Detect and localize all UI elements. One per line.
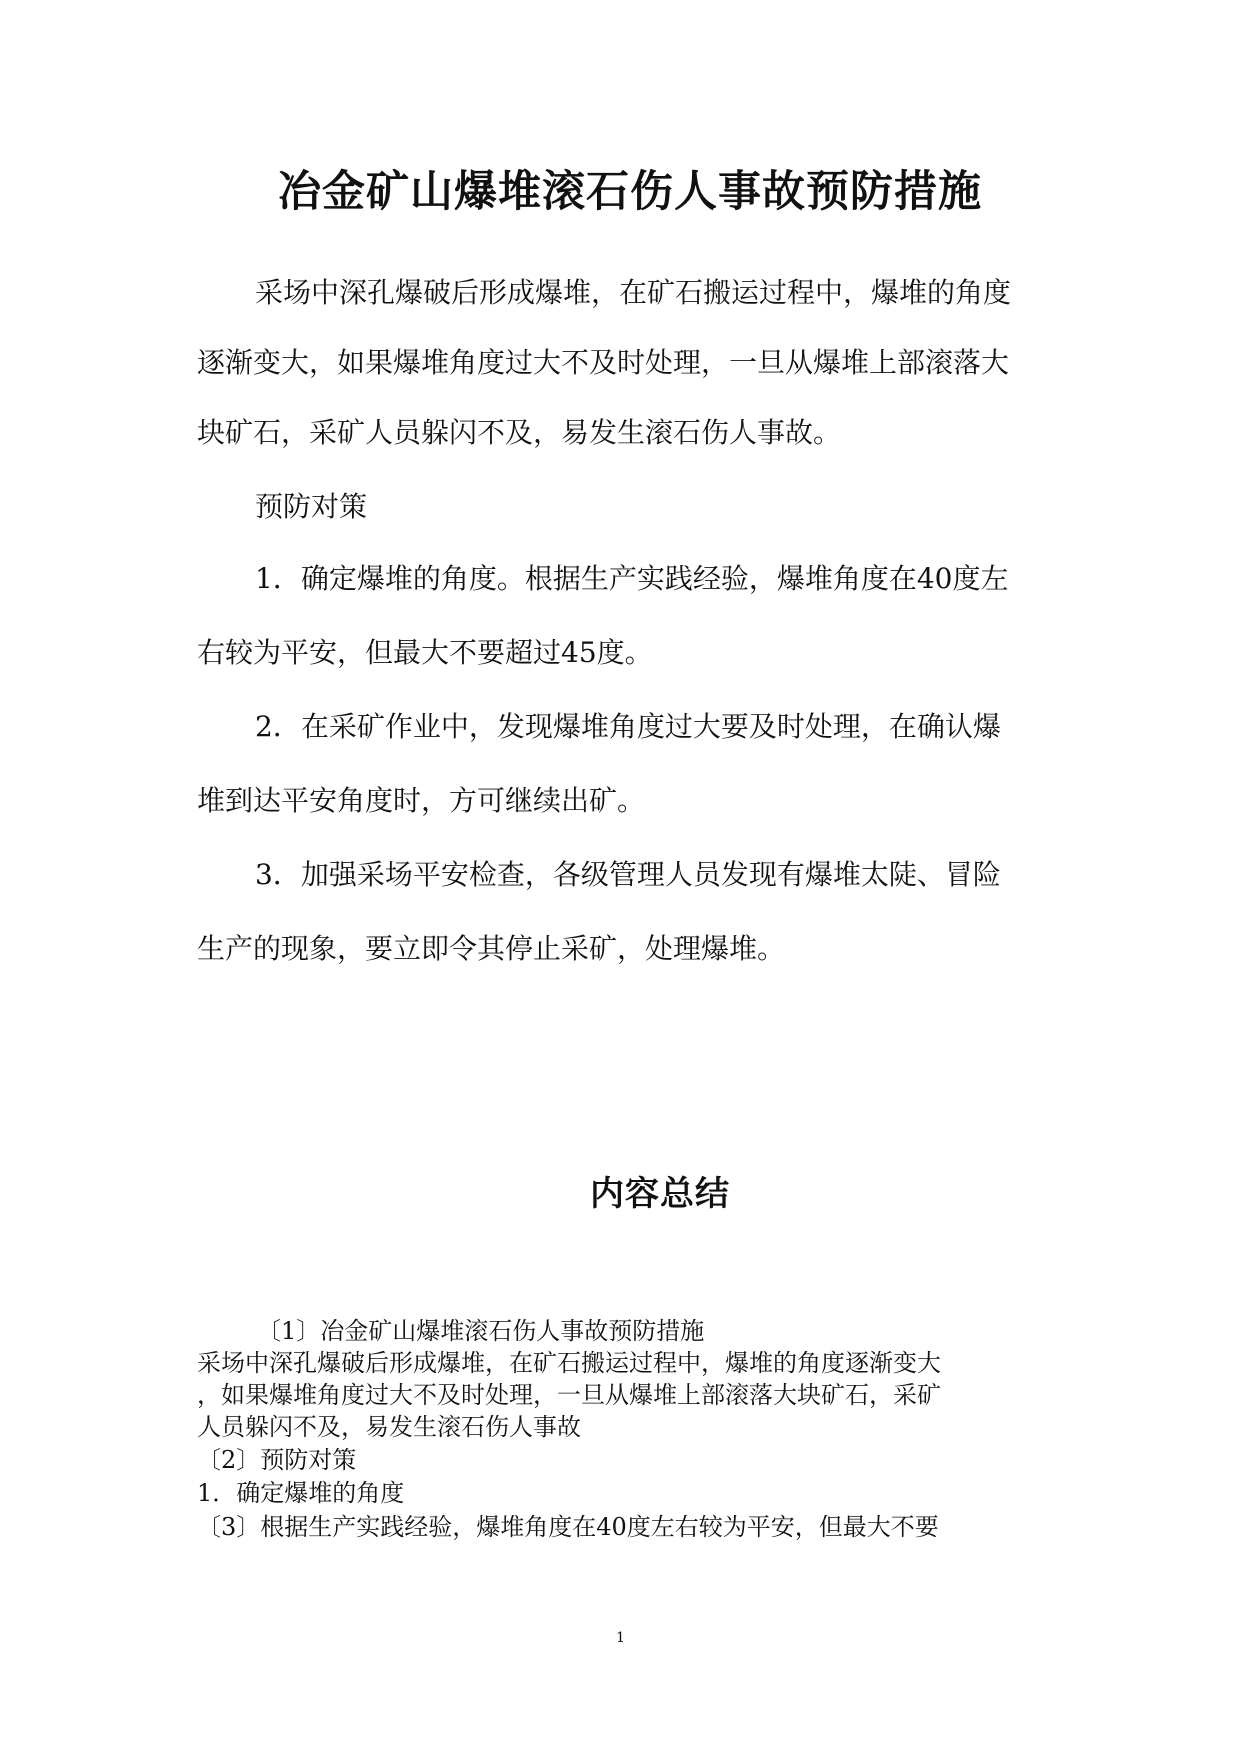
measure-3-line: 生产的现象，要立即令其停止采矿，处理爆堆。 <box>197 932 786 965</box>
measure-1-line: 1．确定爆堆的角度。根据生产实践经验，爆堆角度在40度左 <box>255 562 1009 595</box>
summary-line: 〔3〕根据生产实践经验，爆堆角度在40度左右较为平安，但最大不要 <box>197 1513 939 1541</box>
summary-line: 〔2〕预防对策 <box>197 1446 357 1474</box>
summary-line: 采场中深孔爆破后形成爆堆，在矿石搬运过程中，爆堆的角度逐渐变大 <box>197 1349 941 1377</box>
body-paragraph-line: 采场中深孔爆破后形成爆堆，在矿石搬运过程中，爆堆的角度 <box>255 276 1012 309</box>
summary-heading: 内容总结 <box>590 1174 730 1214</box>
summary-line: 〔1〕冶金矿山爆堆滚石伤人事故预防措施 <box>257 1317 705 1345</box>
document-title: 冶金矿山爆堆滚石伤人事故预防措施 <box>278 167 982 217</box>
body-paragraph-line: 块矿石，采矿人员躲闪不及，易发生滚石伤人事故。 <box>197 416 842 449</box>
summary-line: 1．确定爆堆的角度 <box>197 1479 405 1507</box>
summary-line: 人员躲闪不及，易发生滚石伤人事故 <box>197 1413 581 1441</box>
measure-3-line: 3．加强采场平安检查，各级管理人员发现有爆堆太陡、冒险 <box>255 858 1001 891</box>
summary-line: ，如果爆堆角度过大不及时处理，一旦从爆堆上部滚落大块矿石，采矿 <box>197 1381 941 1409</box>
measure-2-line: 2．在采矿作业中，发现爆堆角度过大要及时处理，在确认爆 <box>255 710 1001 743</box>
body-paragraph-line: 逐渐变大，如果爆堆角度过大不及时处理，一旦从爆堆上部滚落大 <box>197 346 1010 379</box>
page-number: 1 <box>616 1630 625 1646</box>
measure-2-line: 堆到达平安角度时，方可继续出矿。 <box>197 784 646 817</box>
measure-1-line: 右较为平安，但最大不要超过45度。 <box>197 636 653 669</box>
section-heading-prevention: 预防对策 <box>255 490 368 523</box>
